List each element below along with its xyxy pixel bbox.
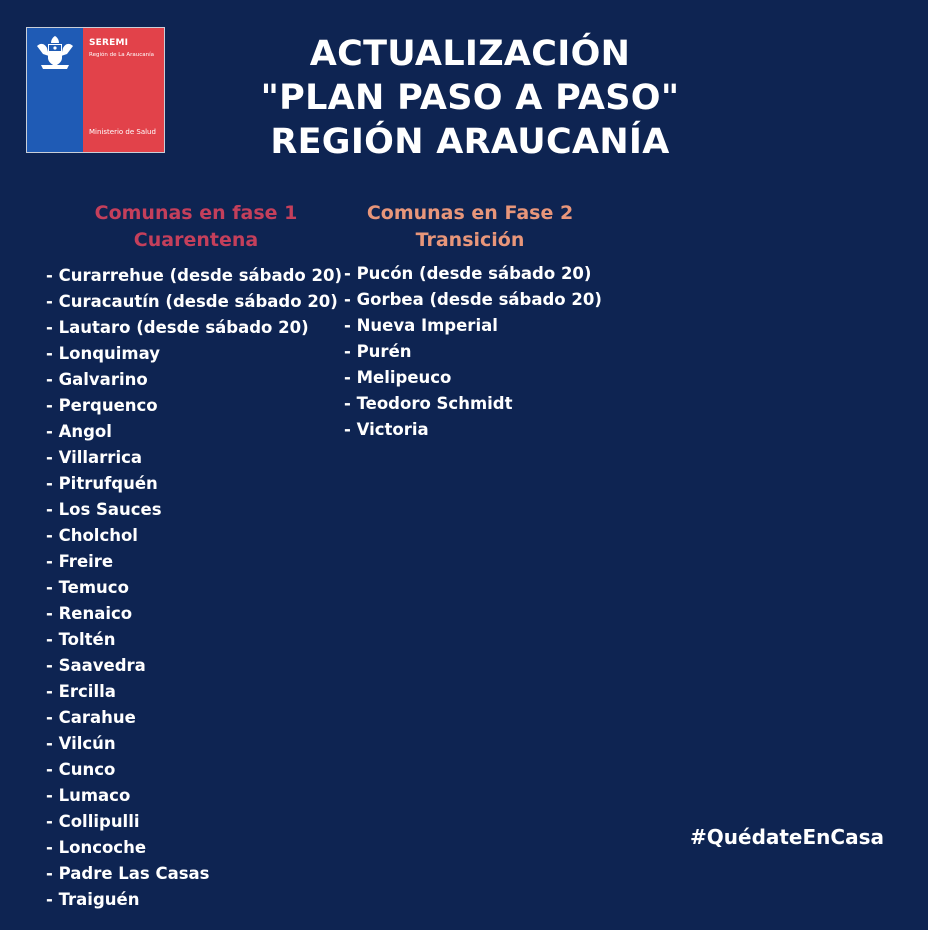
logo-seal-area [27,28,83,78]
phase2-heading [342,200,598,254]
list-item: - Gorbea (desde sábado 20) [344,290,602,309]
list-item: - Villarrica [46,448,143,467]
list-item: - Saavedra [46,656,146,675]
list-item: - Curacautín (desde sábado 20) [46,292,338,311]
title-line-2: "PLAN PASO A PASO" [260,78,680,118]
logo-blue-panel [27,28,83,152]
phase1-heading [66,200,326,254]
seremi-logo [26,27,165,153]
list-item: - Lonquimay [46,344,160,363]
list-item: - Temuco [46,578,129,597]
title-line-1: ACTUALIZACIÓN [309,34,631,74]
phase2-heading-line2: Transición [415,229,525,251]
logo-subtitle: Región de La Araucanía [89,52,155,58]
list-item: - Pitrufquén [46,474,158,493]
list-item: - Toltén [46,630,116,649]
list-item: - Los Sauces [46,500,162,519]
logo-title: SEREMI [89,38,129,48]
list-item: - Ercilla [46,682,116,701]
list-item: - Cunco [46,760,116,779]
logo-red-panel [83,28,164,152]
chile-coat-of-arms-icon [31,32,79,72]
page-title [210,32,730,164]
phase2-heading-line1: Comunas en Fase 2 [366,202,574,224]
list-item: - Freire [46,552,114,571]
list-item: - Lumaco [46,786,131,805]
list-item: - Carahue [46,708,136,727]
logo-ministry: Ministerio de Salud [89,128,156,136]
list-item: - Curarrehue (desde sábado 20) [46,266,343,285]
phase1-heading-line2: Cuarentena [133,229,259,251]
list-item: - Vilcún [46,734,116,753]
list-item: - Teodoro Schmidt [344,394,513,413]
list-item: - Collipulli [46,812,140,831]
list-item: - Traiguén [46,890,140,909]
list-item: - Victoria [344,420,429,439]
list-item: - Angol [46,422,112,441]
phase1-heading-line1: Comunas en fase 1 [94,202,298,224]
phase1-commune-list [46,263,342,913]
list-item: - Melipeuco [344,368,452,387]
list-item: - Padre Las Casas [46,864,210,883]
list-item: - Purén [344,342,412,361]
list-item: - Loncoche [46,838,147,857]
hashtag-text: #QuédateEnCasa [690,825,884,849]
title-line-3: REGIÓN ARAUCANÍA [270,122,670,162]
list-item: - Galvarino [46,370,148,389]
list-item: - Renaico [46,604,133,623]
list-item: - Cholchol [46,526,138,545]
logo-blue-lower [27,78,83,152]
list-item: - Lautaro (desde sábado 20) [46,318,309,337]
phase2-commune-list [344,261,602,443]
list-item: - Perquenco [46,396,158,415]
list-item: - Nueva Imperial [344,316,498,335]
list-item: - Pucón (desde sábado 20) [344,264,592,283]
